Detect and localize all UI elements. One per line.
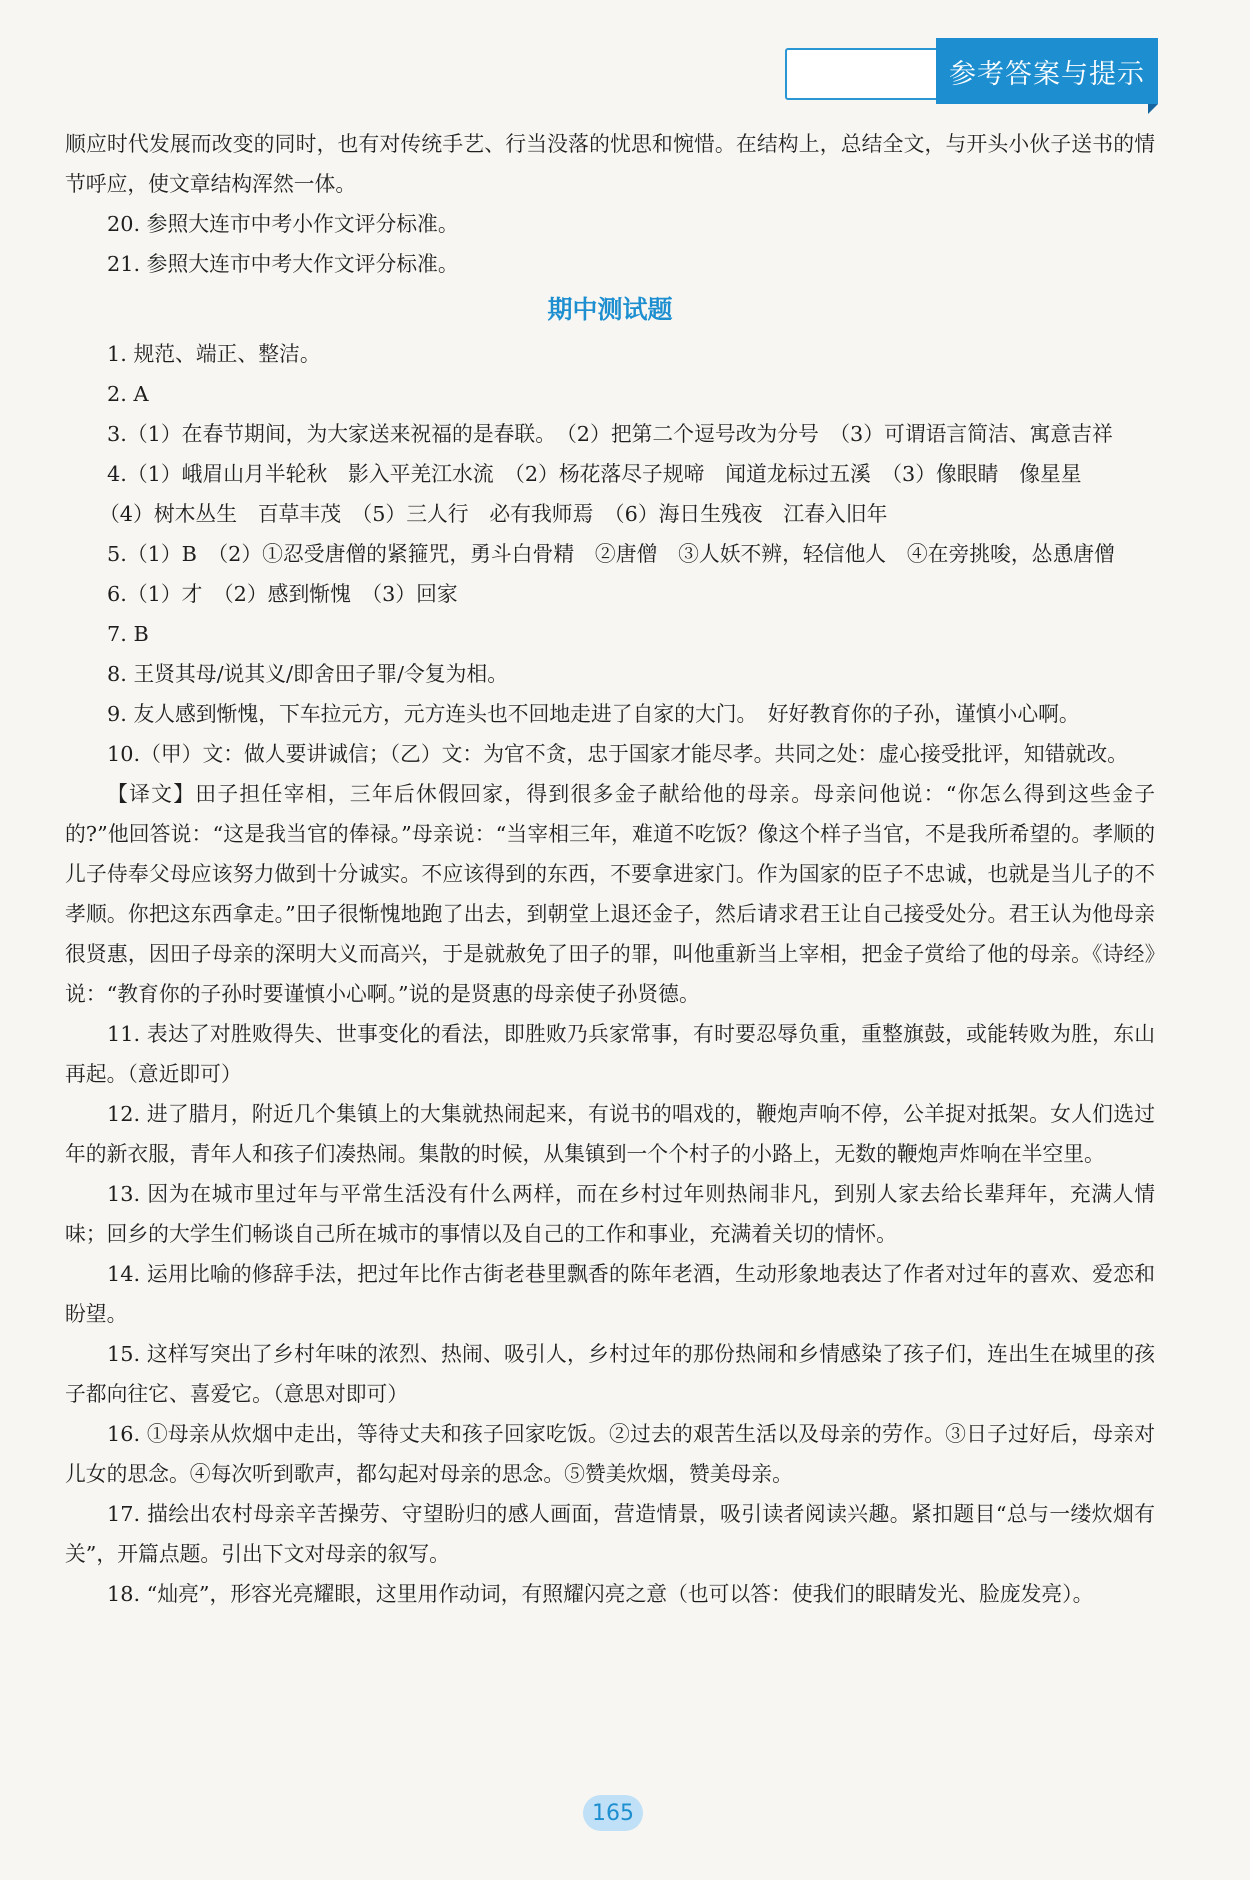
answer-item: 11. 表达了对胜败得失、世事变化的看法，即胜败乃兵家常事，有时要忍辱负重，重整旗鼓，或能转败为胜，东山再起。（意近即可）	[65, 1022, 1155, 1086]
answer-item: 17. 描绘出农村母亲辛苦操劳、守望盼归的感人画面，营造情景，吸引读者阅读兴趣。紧扣题目“总与一缕炊烟有关”，开篇点题。引出下文对母亲的叙写。	[65, 1502, 1155, 1566]
answer-item: 6.（1）才 （2）感到惭愧 （3）回家	[107, 582, 458, 606]
answer-item-20: 20. 参照大连市中考小作文评分标准。	[107, 212, 459, 236]
header-tab-fold	[1148, 104, 1158, 114]
answer-item: 9. 友人感到惭愧，下车拉元方，元方连头也不回地走进了自家的大门。 好好教育你的子孙，谨慎小心啊。	[107, 702, 1080, 726]
page-number: 165	[583, 1795, 643, 1831]
answer-item: 12. 进了腊月，附近几个集镇上的大集就热闹起来，有说书的唱戏的，鞭炮声响不停，公羊捉对抵架。女人们选过年的新衣服，青年人和孩子们凑热闹。集散的时候，从集镇到一个个村子的小路上，无数的鞭炮声炸响在半空里。	[65, 1102, 1155, 1166]
answer-item: 15. 这样写突出了乡村年味的浓烈、热闹、吸引人，乡村过年的那份热闹和乡情感染了孩子们，连出生在城里的孩子都向往它、喜爱它。（意思对即可）	[65, 1342, 1155, 1406]
header-tab: 参考答案与提示	[936, 38, 1158, 104]
answer-item: 16. ①母亲从炊烟中走出，等待丈夫和孩子回家吃饭。②过去的艰苦生活以及母亲的劳作。③日子过好后，母亲对儿女的思念。④每次听到歌声，都勾起对母亲的思念。⑤赞美炊烟，赞美母亲。	[65, 1422, 1155, 1486]
answer-item: 10.（甲）文：做人要讲诚信；（乙）文：为官不贪，忠于国家才能尽孝。共同之处：虚心接受批评，知错就改。	[107, 742, 1128, 766]
continuation-paragraph: 顺应时代发展而改变的同时，也有对传统手艺、行当没落的忧思和惋惜。在结构上，总结全文，与开头小伙子送书的情节呼应，使文章结构浑然一体。	[65, 132, 1155, 196]
answer-item: 2. A	[107, 382, 149, 406]
answer-item: 3.（1）在春节期间，为大家送来祝福的是春联。 （2）把第二个逗号改为分号 （3）可谓语言简洁、寓意吉祥	[107, 422, 1113, 446]
answer-item: 7. B	[107, 622, 149, 646]
answer-item: 18. “灿亮”，形容光亮耀眼，这里用作动词，有照耀闪亮之意（也可以答：使我们的眼睛发光、脸庞发亮）。	[107, 1582, 1094, 1606]
answer-item-21: 21. 参照大连市中考大作文评分标准。	[107, 252, 459, 276]
answer-item: 14. 运用比喻的修辞手法，把过年比作古街老巷里飘香的陈年老酒，生动形象地表达了作者对过年的喜欢、爱恋和盼望。	[65, 1262, 1155, 1326]
answer-item: 1. 规范、端正、整洁。	[107, 342, 321, 366]
answer-item: 13. 因为在城市里过年与平常生活没有什么两样，而在乡村过年则热闹非凡，到别人家去给长辈拜年，充满人情味；回乡的大学生们畅谈自己所在城市的事情以及自己的工作和事业，充满着关切的情怀。	[65, 1182, 1155, 1246]
section-title: 期中测试题	[547, 295, 673, 324]
answer-item-continuation: （4）树木丛生 百草丰茂 （5）三人行 必有我师焉 （6）海日生残夜 江春入旧年	[99, 502, 888, 526]
answer-item: 8. 王贤其母/说其义/即舍田子罪/令复为相。	[107, 662, 509, 686]
answer-item: 4.（1）峨眉山月半轮秋 影入平羌江水流 （2）杨花落尽子规啼 闻道龙标过五溪 （3）像眼睛 像星星	[107, 462, 1082, 486]
answer-item: 5.（1）B （2）①忍受唐僧的紧箍咒，勇斗白骨精 ②唐僧 ③人妖不辨，轻信他人 ④在旁挑唆，怂恿唐僧	[107, 542, 1115, 566]
translation-paragraph: 【译文】田子担任宰相，三年后休假回家，得到很多金子献给他的母亲。母亲问他说：“你怎么得到这些金子的?”他回答说：“这是我当官的俸禄。”母亲说：“当宰相三年，难道不吃饭？像这个样子当官，不是我所希望的。孝顺的儿子侍奉父母应该努力做到十分诚实。不应该得到的东西，不要拿进家门。作为国家的臣子不忠诚，也就是当儿子的不孝顺。你把这东西拿走。”田子很惭愧地跑了出去，到朝堂上退还金子，然后请求君王让自己接受处分。君王认为他母亲很贤惠，因田子母亲的深明大义而高兴，于是就赦免了田子的罪，叫他重新当上宰相，把金子赏给了他的母亲。《诗经》说：“教育你的子孙时要谨慎小心啊。”说的是贤惠的母亲使子孙贤德。	[65, 782, 1155, 1006]
answer-content	[65, 124, 1155, 1614]
